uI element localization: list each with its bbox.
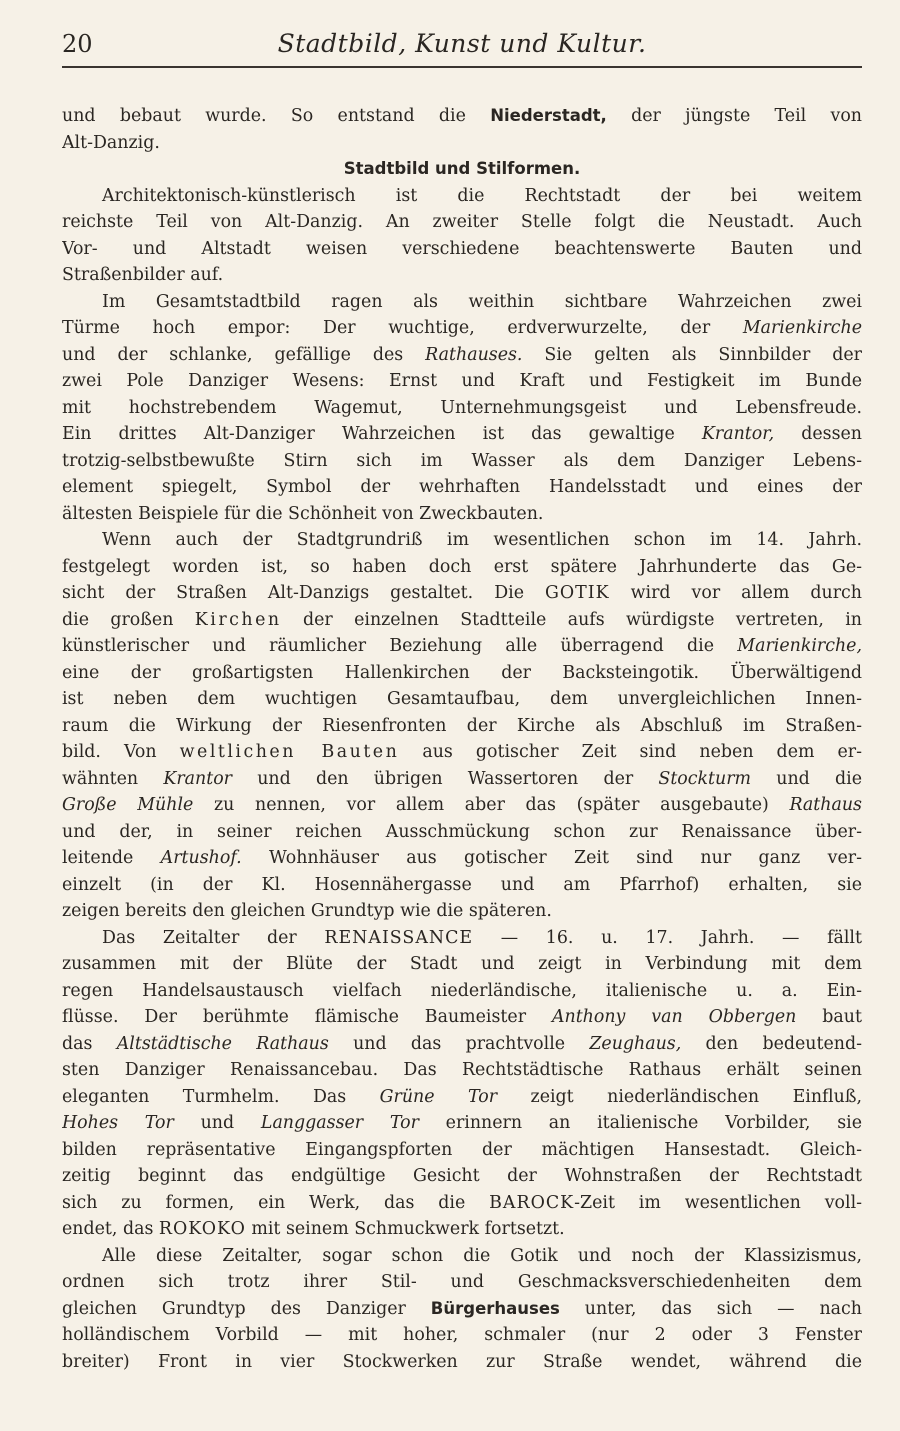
page-header [62,26,862,68]
text-line: ältesten Beispiele für die Schönheit von Zweckbauten. [62,503,544,524]
text-line: regen Handelsaustausch vielfach niederländische, italienische u. a. Ein- [62,980,862,1001]
text-line: bild. Von weltlichen Bauten aus gotischer Zeit sind neben dem er- [62,742,862,762]
text-line: zeitig beginnt das endgültige Gesicht der Wohnstraßen der Rechtstadt [62,1166,862,1186]
text-line: gleichen Grundtyp des Danziger Bürgerhauses unter, das sich — nach [62,1298,862,1319]
text-line: eleganten Turmhelm. Das Grüne Tor zeigt niederländischen Einfluß, [62,1086,862,1107]
text-line: einzelt (in der Kl. Hosennähergasse und am Pfarrhof) erhalten, sie [62,874,862,895]
text-line: und der, in seiner reichen Ausschmückung schon zur Renaissance über- [62,821,862,842]
page-number: 20 [62,30,93,58]
text-line: Das Zeitalter der RENAISSANCE — 16. u. 17. Jahrh. — fällt [102,927,862,948]
bold-term: Bürgerhauses [430,1298,560,1318]
text-line: ist neben dem wuchtigen Gesamtaufbau, dem unvergleichlichen Innen- [62,689,862,709]
text-line: Vor- und Altstadt weisen verschiedene beachtenswerte Bauten und [62,238,862,259]
text-line: sten Danziger Renaissancebau. Das Rechtstädtische Rathaus erhält seinen [62,1060,862,1080]
text-line: Alt-Danzig. [62,132,160,153]
text-line: Straßenbilder auf. [62,265,224,285]
text-line: ordnen sich trotz ihrer Stil- und Geschmacksverschiedenheiten dem [62,1272,862,1292]
text-line: die großen Kirchen der einzelnen Stadtteile aufs würdigste vertreten, in [62,609,862,630]
text-line: leitende Artushof. Wohnhäuser aus gotischer Zeit sind nur ganz ver- [62,848,862,868]
running-title: Stadtbild, Kunst und Kultur. [277,29,647,58]
text-line: künstlerischer und räumlicher Beziehung alle überragend die Marienkirche, [62,636,862,656]
text-line: das Altstädtische Rathaus und das prachtvolle Zeughaus, den bedeutend- [62,1033,862,1054]
text-line: Im Gesamtstadtbild ragen als weithin sichtbare Wahrzeichen zwei [102,291,862,312]
text-line: Hohes Tor und Langgasser Tor erinnern an italienische Vorbilder, sie [62,1113,862,1133]
section-heading: Stadtbild und Stilformen. [343,159,581,178]
text-line: bilden repräsentative Eingangspforten der mächtigen Hansestadt. Gleich- [62,1139,862,1160]
text-line: Türme hoch empor: Der wuchtige, erdverwurzelte, der Marienkirche [62,318,862,338]
text-line: Alle diese Zeitalter, sogar schon die Gotik und noch der Klassizismus, [102,1245,862,1266]
text-line: holländischem Vorbild — mit hoher, schmaler (nur 2 oder 3 Fenster [62,1325,862,1345]
text-line: Ein drittes Alt-Danziger Wahrzeichen ist das gewaltige Krantor, dessen [62,424,862,444]
text-line: eine der großartigsten Hallenkirchen der Backsteingotik. Überwältigend [62,662,862,683]
text-line: festgelegt worden ist, so haben doch erst spätere Jahrhunderte das Ge- [62,556,862,577]
text-line: endet, das ROKOKO mit seinem Schmuckwerk fortsetzt. [62,1219,565,1239]
text-line: reichste Teil von Alt-Danzig. An zweiter Stelle folgt die Neustadt. Auch [62,212,862,232]
text-line: raum die Wirkung der Riesenfronten der Kirche als Abschluß im Straßen- [62,715,862,736]
text-line: sicht der Straßen Alt-Danzigs gestaltet. Die GOTIK wird vor allem durch [62,583,862,603]
text-line: und bebaut wurde. So entstand die Niederstadt, der jüngste Teil von [62,106,862,126]
text-line: Große Mühle zu nennen, vor allem aber das (später ausgebaute) Rathaus [62,795,862,815]
text-line: zeigen bereits den gleichen Grundtyp wie die späteren. [62,901,552,921]
text-line: zwei Pole Danziger Wesens: Ernst und Kraft und Festigkeit im Bunde [62,371,862,391]
text-line: wähnten Krantor und den übrigen Wassertoren der Stockturm und die [62,768,862,789]
body-text [62,103,862,1375]
text-line: trotzig-selbstbewußte Stirn sich im Wasser als dem Danziger Lebens- [62,450,862,471]
text-line: flüsse. Der berühmte flämische Baumeister Anthony van Obbergen baut [62,1007,862,1027]
text-line: Wenn auch der Stadtgrundriß im wesentlichen schon im 14. Jahrh. [102,530,862,550]
text-line: und der schlanke, gefällige des Rathauses. Sie gelten als Sinnbilder der [62,344,862,365]
text-line: sich zu formen, ein Werk, das die BAROCK-Zeit im wesentlichen voll- [62,1192,862,1213]
text-line: zusammen mit der Blüte der Stadt und zeigt in Verbindung mit dem [62,954,862,974]
text-line: Architektonisch-künstlerisch ist die Rechtstadt der bei weitem [102,185,862,206]
text-line: element spiegelt, Symbol der wehrhaften Handelsstadt und eines der [62,477,862,497]
text-line: breiter) Front in vier Stockwerken zur Straße wendet, während die [62,1351,862,1372]
text-line: mit hochstrebendem Wagemut, Unternehmungsgeist und Lebensfreude. [62,397,862,418]
bold-term: Niederstadt, [490,106,607,125]
